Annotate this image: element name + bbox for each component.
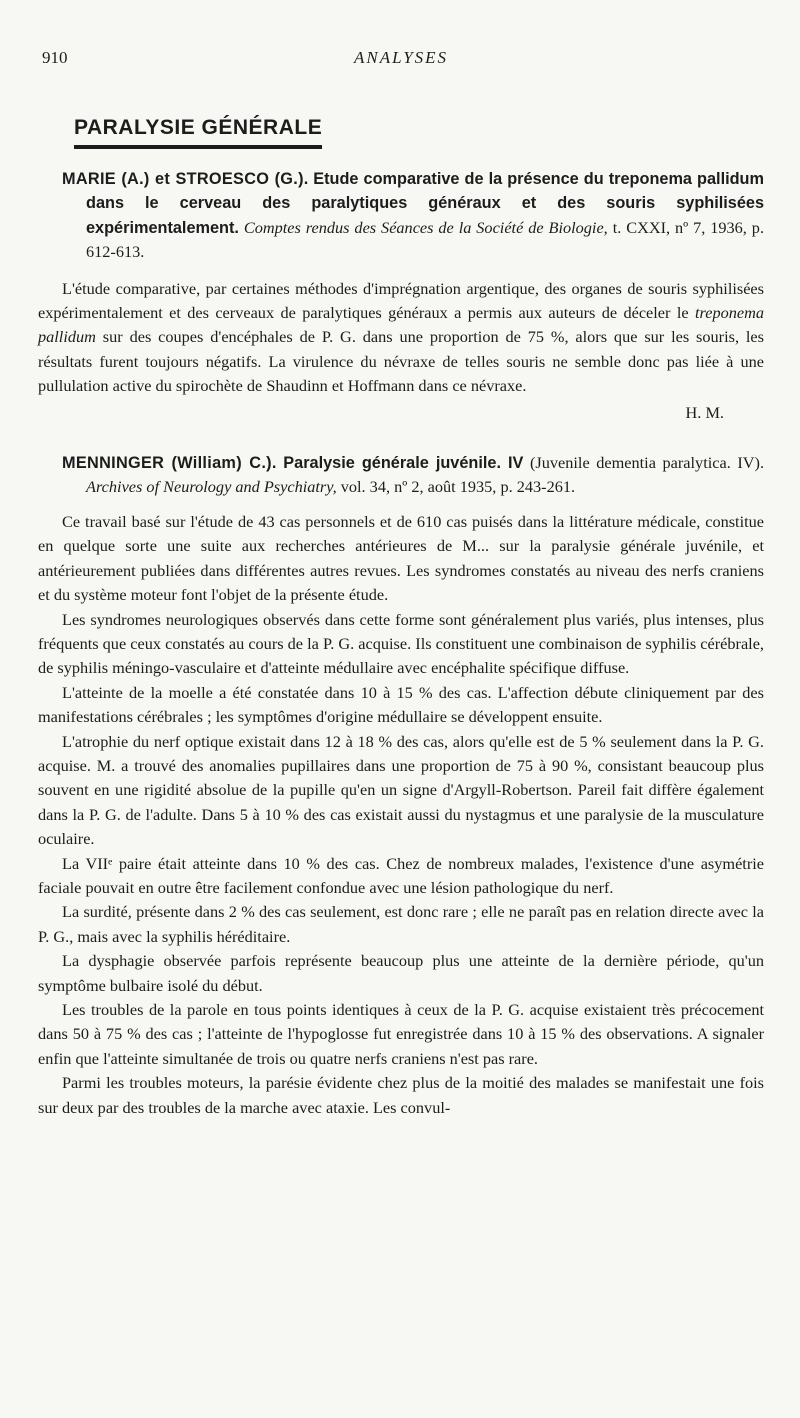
body-paragraph: La surdité, présente dans 2 % des cas seulement, est donc rare ; elle ne paraît pas en relation directe avec la P. G., mais avec la syphilis héréditaire.: [38, 902, 764, 946]
journal-name: Comptes rendus des Séances de la Société de Biologie,: [243, 217, 608, 237]
abstract-text-cont: sur des coupes d'encéphales de P. G. dans une proportion de 75 %, alors que sur les souris, les résultats furent toujours négatifs. La virulence du névraxe de telles souris ne semble donc pas liée à une pullulation active du spirochète de Shaudinn et Hoffmann dans ce névraxe.: [38, 327, 764, 396]
citation-details: t. CXXI, nº 7, 1936, p. 612-613.: [86, 217, 765, 262]
abstract-text: L'étude comparative, par certaines méthodes d'imprégnation argentique, des organes de souris syphilisées expérimentalement et des cerveaux de paralytiques généraux a permis aux auteurs de déceler le: [38, 278, 764, 323]
review-1: [38, 167, 764, 425]
body-paragraph: L'atrophie du nerf optique existait dans 12 à 18 % des cas, alors qu'elle est de 5 % seulement dans la P. G. acquise. M. a trouvé des anomalies pupillaires dans une proportion de 75 à 90 %, consistant beaucoup plus souvent en une rigidité absolue de la pupille qu'en un signe d'Argyll-Robertson. Pareil fait diffère également dans la P. G. de l'adulte. Dans 5 à 10 % des cas existait aussi du nystagmus et une paralysie de la musculature oculaire.: [38, 731, 764, 849]
journal-name: Archives of Neurology and Psychiatry,: [86, 477, 337, 497]
authors: MARIE (A.) et STROESCO (G.).: [62, 170, 309, 188]
page-number: 910: [42, 48, 68, 67]
body-paragraph: Les syndromes neurologiques observés dans cette forme sont généralement plus variés, plus intenses, plus fréquents que ceux constatés au cours de la P. G. acquise. Ils constituent une combinaison de syphilis cérébrale, de syphilis méningo-vasculaire et d'atteinte médullaire avec encéphalite spécifique diffuse.: [38, 609, 764, 678]
article-subtitle: (Juvenile dementia paralytica. IV).: [530, 453, 765, 473]
article-title: Paralysie générale juvénile. IV: [283, 454, 524, 473]
body-paragraph: Ce travail basé sur l'étude de 43 cas personnels et de 610 cas puisés dans la littérature médicale, constitue en quelque sorte une suite aux recherches antérieures de M... sur la paralysie générale juvénile, et antérieurement publiées dans différentes autres revues. Les syndromes constatés au niveau des nerfs craniens et du système moteur font l'objet de la présente étude.: [38, 511, 764, 605]
abstract-paragraph: [38, 277, 764, 399]
page: [38, 48, 764, 1120]
reference-1: [62, 167, 764, 265]
body-paragraph: La VIIᵉ paire était atteinte dans 10 % des cas. Chez de nombreux malades, l'existence d'une asymétrie faciale pouvait en outre être facilement confondue avec une lésion pathologique du nerf.: [38, 853, 764, 897]
citation-details: vol. 34, nº 2, août 1935, p. 243-261.: [340, 477, 576, 497]
body-paragraph: La dysphagie observée parfois représente beaucoup plus une atteinte de la dernière période, qu'un symptôme bulbaire isolé du début.: [38, 951, 764, 995]
review-2: [38, 451, 764, 1120]
section-title: PARALYSIE GÉNÉRALE: [74, 116, 322, 149]
body-paragraph: Les troubles de la parole en tous points identiques à ceux de la P. G. acquise existaient très précocement dans 50 à 75 % des cas ; l'atteinte de l'hypoglosse fut enregistrée dans 10 à 15 % des observations. A signaler enfin que l'atteinte simultanée de trois ou quatre nerfs craniens n'est pas rare.: [38, 1000, 764, 1068]
authors: MENNINGER (William) C.).: [62, 454, 277, 473]
body-paragraph: L'atteinte de la moelle a été constatée dans 10 à 15 % des cas. L'affection débute cliniquement par des manifestations cérébrales ; les symptômes d'origine médullaire se développent ensuite.: [38, 682, 764, 727]
body-paragraph: Parmi les troubles moteurs, la parésie évidente chez plus de la moitié des malades se manifestait une fois sur deux par des troubles de la marche avec ataxie. Les convul-: [38, 1073, 764, 1117]
page-header: [38, 48, 764, 78]
review-body: [38, 510, 764, 1120]
reference-2: [62, 451, 764, 500]
abstract-italic: treponema pallidum: [38, 303, 764, 347]
reviewer-signature: H. M.: [685, 402, 724, 422]
article-title: Etude comparative de la présence du treponema pallidum dans le cerveau des paralytiques généraux et des souris syphilisées expérimentalement.: [86, 170, 764, 237]
running-head: ANALYSES: [353, 48, 449, 67]
